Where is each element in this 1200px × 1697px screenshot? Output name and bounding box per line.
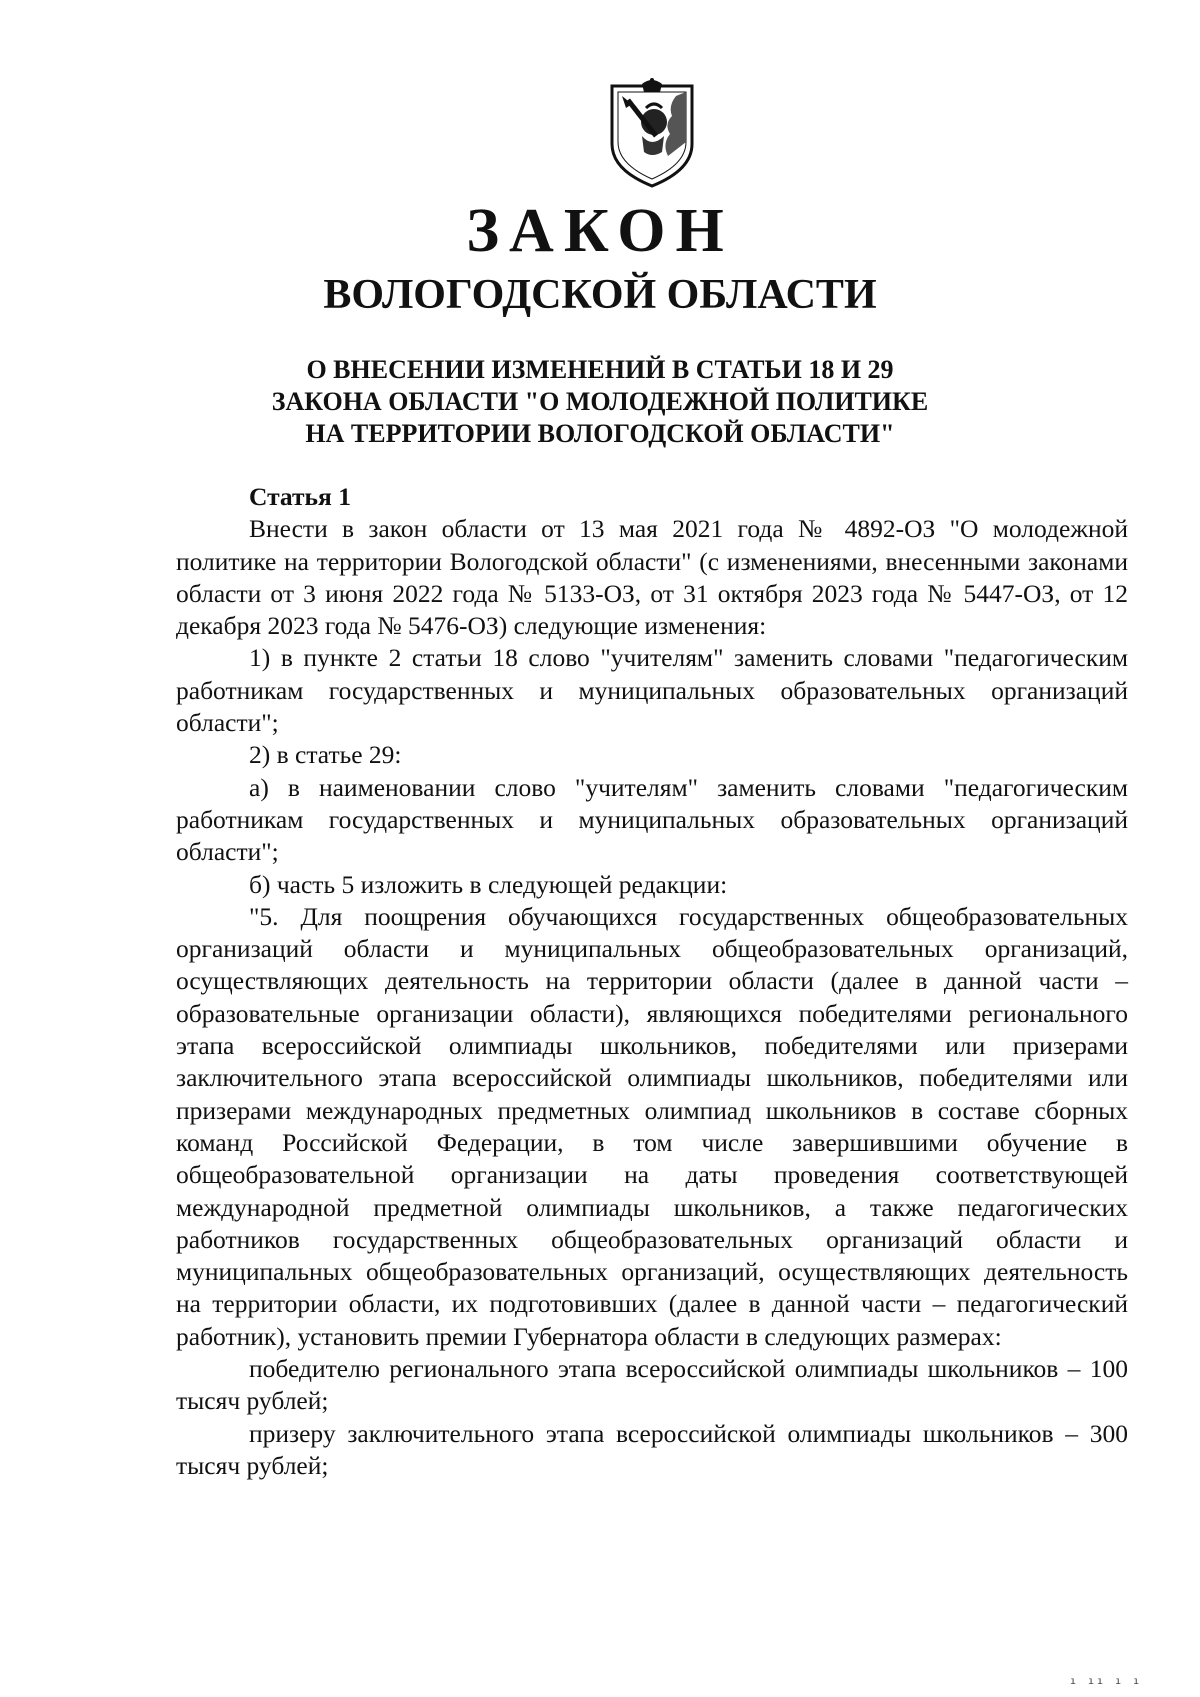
heading-line: НА ТЕРРИТОРИИ ВОЛОГОДСКОЙ ОБЛАСТИ": [305, 419, 895, 448]
heading-line: ЗАКОНА ОБЛАСТИ "О МОЛОДЕЖНОЙ ПОЛИТИКЕ: [271, 387, 929, 416]
scan-mark: ı ıı ı ı: [1070, 1676, 1143, 1687]
paragraph: Внести в закон области от 13 мая 2021 года № 4892-ОЗ "О молодежной политике на территории Вологодской области" (с изменениями, внесенными законами области от 3 июня 2022 года № 5133-ОЗ, от 31 октября 2023 года № 5447-ОЗ, от 12 декабря 2023 года № 5476-ОЗ) следующие изменения:: [176, 514, 1128, 641]
law-body: [176, 481, 1128, 1482]
paragraph: призеру заключительного этапа всероссийской олимпиады школьников – 300 тысяч рублей;: [176, 1418, 1128, 1480]
paragraph: б) часть 5 изложить в следующей редакции:: [249, 869, 728, 899]
law-heading: [0, 354, 1200, 450]
article-title: Статья 1: [249, 482, 351, 511]
law-title: ЗАКОН: [466, 197, 734, 265]
heading-line: О ВНЕСЕНИИ ИЗМЕНЕНИЙ В СТАТЬИ 18 И 29: [306, 355, 894, 384]
paragraph: 2) в статье 29:: [249, 740, 402, 770]
paragraph: а) в наименовании слово "учителям" заменить словами "педагогическим работникам государственных и муниципальных образовательных организаций области";: [176, 772, 1128, 867]
paragraph: 1) в пункте 2 статьи 18 слово "учителям" заменить словами "педагогическим работникам государственных и муниципальных образовательных организаций области";: [176, 643, 1128, 738]
paragraph: "5. Для поощрения обучающихся государственных общеобразовательных организаций области и муниципальных общеобразовательных организаций, осуществляющих деятельность на территории области (далее в данной части – образовательные организации области), являющихся победителями регионального этапа всероссийской олимпиады школьников, победителями или призерами заключительного этапа всероссийской олимпиады школьников, победителями или призерами международных предметных олимпиад школьников в составе сборных команд Российской Федерации, в том числе завершившими обучение в общеобразовательной организации на даты проведения соответствующей международной предметной олимпиады школьников, а также педагогических работников государственных общеобразовательных организаций области и муниципальных общеобразовательных организаций, осуществляющих деятельность на территории области, их подготовивших (далее в данной части – педагогический работник), установить премии Губернатора области в следующих размерах:: [176, 901, 1128, 1351]
paragraph: победителю регионального этапа всероссийской олимпиады школьников – 100 тысяч рублей;: [176, 1354, 1128, 1416]
coat-of-arms-icon: [602, 78, 702, 190]
region-title: ВОЛОГОДСКОЙ ОБЛАСТИ: [323, 272, 877, 318]
